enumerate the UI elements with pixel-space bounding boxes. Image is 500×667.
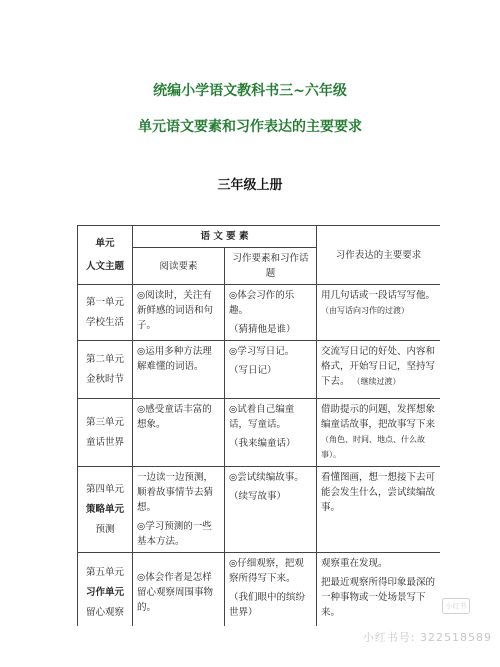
writing-element: ◎试着自己编童话，写童话。: [229, 404, 295, 430]
expression-note: （角色、时间、地点、什么故事）。: [321, 435, 425, 459]
requirements-table: [77, 225, 440, 626]
header-elements: 语 文 要 素: [133, 226, 317, 248]
header-theme: 人文主题: [85, 261, 124, 272]
writing-topic: （我们眼中的缤纷世界）: [229, 592, 306, 618]
writing-element: ◎尝试续编故事。: [229, 472, 304, 483]
writing-topic: （我来编童话）: [229, 438, 296, 449]
writing-topic: （续写故事）: [229, 491, 287, 502]
reading-cell: ◎运用多种方法理解难懂的词语。: [133, 341, 225, 399]
expression-text: 借助提示的问题，发挥想象编童话故事，把故事写下来: [321, 404, 436, 430]
unit-theme-sub: 预测: [95, 524, 115, 535]
unit-label: 第二单元: [85, 354, 124, 365]
unit-label: 第五单元: [85, 567, 124, 578]
doc-title-line2: 单元语文要素和习作表达的主要要求: [138, 119, 362, 135]
expression-text-2: 把最近观察所得印象最深的一种事物或一处场景写下来。: [321, 577, 436, 618]
writing-element: ◎体会习作的乐趣。: [229, 290, 295, 316]
writing-topic: （写日记）: [229, 365, 277, 376]
unit-theme: 童话世界: [85, 437, 124, 448]
unit-label: 第三单元: [85, 417, 124, 428]
unit-theme: 学校生活: [85, 317, 124, 328]
reading-cell: ◎感受童话丰富的想象。: [133, 399, 225, 467]
reading-cell: 一边读一边预测，顺着故事情节去猜想。: [137, 472, 214, 513]
table-row: [78, 285, 441, 341]
table-row: [78, 341, 441, 399]
reading-cell: ◎阅读时，关注有新鲜感的词语和句子。: [133, 285, 225, 341]
watermark-badge: 小红书: [442, 598, 470, 614]
header-expression: 习作表达的主要要求: [317, 226, 441, 285]
writing-element: ◎学习写日记。: [229, 346, 295, 357]
writing-element: ◎仔细观察，把观察所得写下来。: [229, 558, 304, 584]
table-row: [78, 467, 441, 553]
header-writing-topic: 习作要素和习作话题: [225, 248, 317, 285]
requirements-table-wrap: [77, 225, 440, 626]
expression-text: 交流写日记的好处、内容和格式，开始写日记，坚持写下去。: [321, 346, 436, 387]
expression-note: （由写话向习作的过渡）: [321, 306, 409, 315]
unit-label: 第一单元: [85, 297, 124, 308]
writing-topic: （猜猜他是谁）: [229, 324, 296, 335]
unit-theme: 习作单元: [85, 587, 124, 598]
watermark-text: 小红书号: 322518589: [362, 631, 492, 644]
table-row: [78, 399, 441, 467]
unit-theme: 金秋时节: [85, 374, 124, 385]
doc-title-line1: 统编小学语文教科书三~六年级: [153, 83, 347, 99]
expression-text: 看懂图画，想一想接下去可能会发生什么，尝试续编故事。: [317, 467, 441, 553]
reading-cell: ◎体会作者是怎样留心观察周围事物的。: [133, 553, 225, 627]
expression-text: 用几句话或一段话写写他。: [321, 290, 436, 301]
unit-theme: 策略单元: [85, 504, 124, 515]
table-row: [78, 553, 441, 627]
unit-theme-sub: 留心观察: [85, 607, 124, 618]
header-unit: 单元: [95, 238, 115, 249]
grade-subtitle: 三年级上册: [217, 178, 283, 193]
reading-cell-2: ◎学习预测的一些基本方法。: [137, 521, 212, 547]
expression-text: 观察重在发现。: [321, 558, 388, 569]
unit-label: 第四单元: [85, 484, 124, 495]
expression-note: （继续过渡）: [352, 377, 401, 386]
header-reading: 阅读要素: [133, 248, 225, 285]
table-header-row-1: [78, 226, 441, 248]
header-unit-cell: [78, 226, 133, 285]
